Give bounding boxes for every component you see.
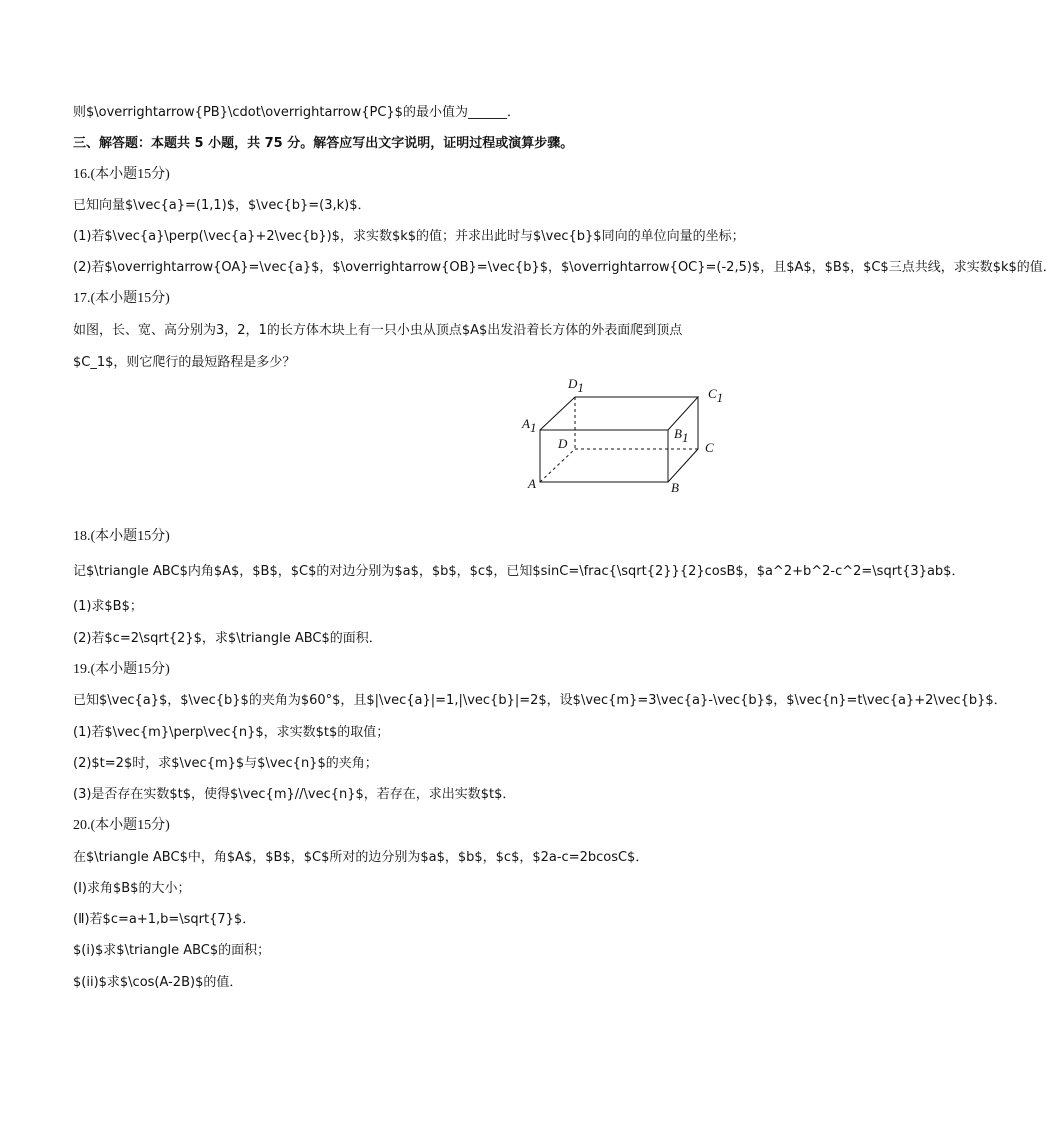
q19-part3: (3)是否存在实数$t$，使得$\vec{m}//\vec{n}$，若存在，求出实数$t$． bbox=[73, 787, 516, 802]
label-A: A bbox=[528, 476, 536, 491]
q17-stem-line1: 如图，长、宽、高分别为3，2，1的长方体木块上有一只小虫从顶点$A$出发沿着长方体的外表面爬到顶点 bbox=[73, 323, 683, 338]
q17-heading: 17.(本小题15分) bbox=[73, 291, 170, 306]
q20-heading: 20.(本小题15分) bbox=[73, 818, 170, 833]
label-B1: B1 bbox=[674, 426, 689, 445]
label-D: D bbox=[558, 436, 568, 451]
q17-stem-line2: $C_1$，则它爬行的最短路程是多少？ bbox=[73, 355, 296, 370]
cuboid-figure bbox=[518, 370, 728, 500]
q20-part2-i: $(i)$求$\triangle ABC$的面积； bbox=[73, 943, 271, 958]
label-A1: A1 bbox=[522, 416, 537, 435]
q16-stem: 已知向量$\vec{a}=(1,1)$，$\vec{b}=(3,k)$． bbox=[73, 198, 371, 213]
q19-part2: (2)$t=2$时，求$\vec{m}$与$\vec{n}$的夹角； bbox=[73, 756, 378, 771]
q18-part2: (2)若$c=2\sqrt{2}$，求$\triangle ABC$的面积． bbox=[73, 631, 382, 646]
q20-part2: (Ⅱ)若$c=a+1,b=\sqrt{7}$． bbox=[73, 912, 256, 927]
q20-stem: 在$\triangle ABC$中，角$A$，$B$，$C$所对的边分别为$a$，$b$，$c$，$2a-c=2bcosC$． bbox=[73, 850, 649, 865]
q18-stem: 记$\triangle ABC$内角$A$，$B$，$C$的对边分别为$a$，$b$，$c$，已知$sinC=\frac{\sqrt{2}}{2}cosB$，$a^2+b^2-c^2=\sqrt{3}ab$． bbox=[73, 564, 965, 579]
q19-part1: (1)若$\vec{m}\perp\vec{n}$，求实数$t$的取值； bbox=[73, 725, 390, 740]
q18-heading: 18.(本小题15分) bbox=[73, 529, 170, 544]
q19-heading: 19.(本小题15分) bbox=[73, 662, 170, 677]
q16-heading: 16.(本小题15分) bbox=[73, 167, 170, 182]
q20-part2-ii: $(ii)$求$\cos(A-2B)$的值． bbox=[73, 975, 243, 990]
q20-part1: (Ⅰ)求角$B$的大小； bbox=[73, 881, 191, 896]
q16-part1: (1)若$\vec{a}\perp(\vec{a}+2\vec{b})$，求实数$k$的值；并求出此时与$\vec{b}$同向的单位向量的坐标； bbox=[73, 229, 745, 244]
label-C1: C1 bbox=[708, 386, 724, 405]
label-B: B bbox=[671, 480, 679, 495]
edge-AD-hidden bbox=[540, 449, 575, 482]
section-three-header: 三、解答题：本题共 5 小题，共 75 分。解答应写出文字说明，证明过程或演算步骤。 bbox=[73, 136, 574, 151]
label-D1: D1 bbox=[568, 376, 584, 395]
q18-part1: (1)求$B$； bbox=[73, 599, 143, 614]
q16-part2: (2)若$\overrightarrow{OA}=\vec{a}$，$\overrightarrow{OB}=\vec{b}$，$\overrightarrow{OC}=(-2,5)$，且$A$，$B$，$C$三点共线，求实数$k$的值． bbox=[73, 260, 1056, 275]
label-C: C bbox=[705, 440, 714, 455]
q15-tail-text: 则$\overrightarrow{PB}\cdot\overrightarrow{PC}$的最小值为______． bbox=[73, 105, 520, 120]
q19-stem: 已知$\vec{a}$，$\vec{b}$的夹角为$60°$，且$|\vec{a}|=1,|\vec{b}|=2$，设$\vec{m}=3\vec{a}-\vec{b}$，$\vec{n}=t\vec{a}+2\vec{b}$． bbox=[73, 693, 1007, 708]
